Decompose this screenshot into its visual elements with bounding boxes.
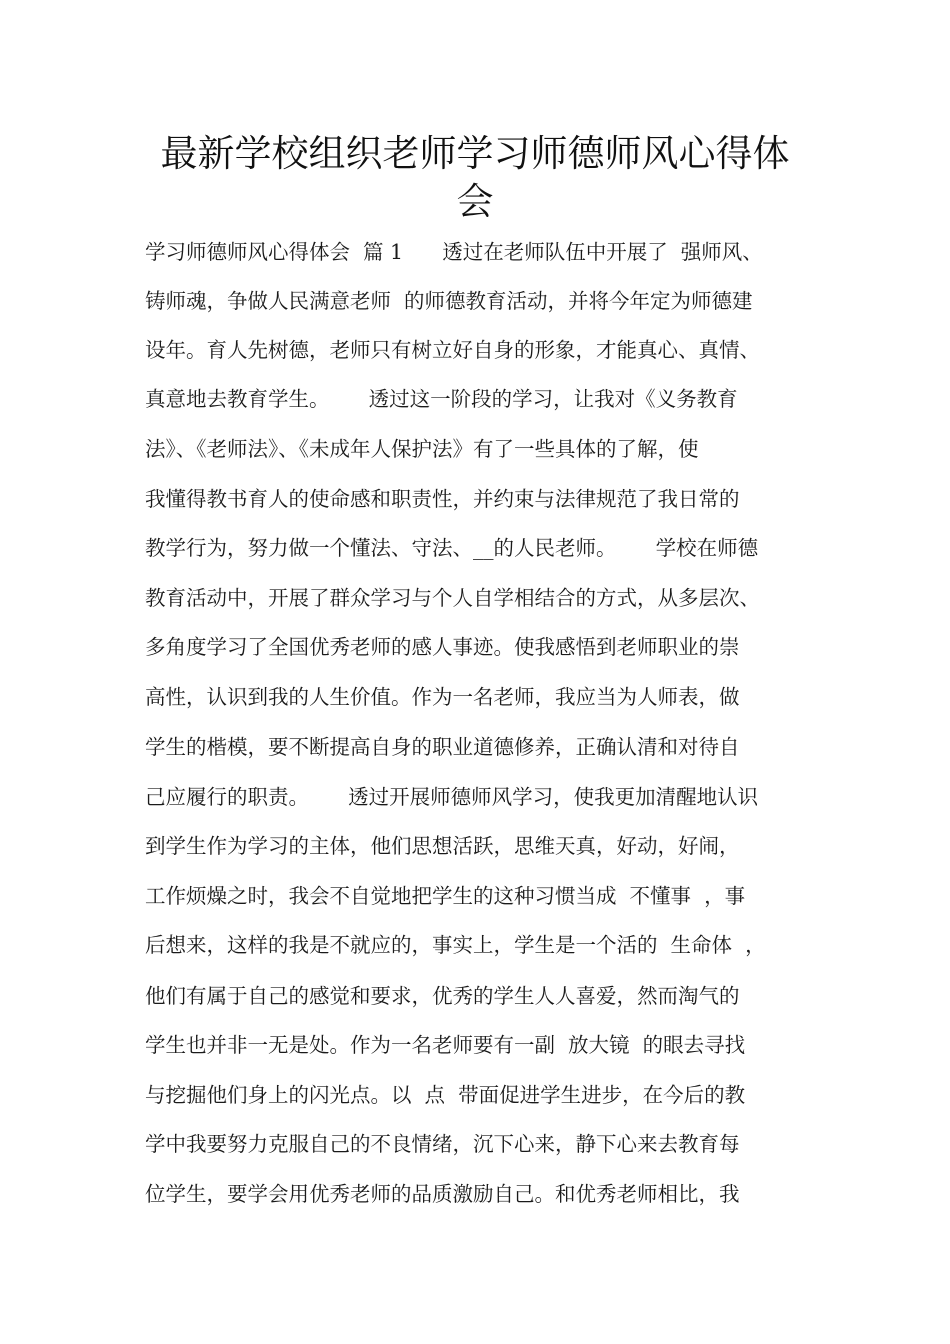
body-text-line: 学生也并非一无是处。作为一名老师要有一副 放大镜 的眼去寻找 <box>145 1033 746 1057</box>
body-text-line: 到学生作为学习的主体，他们思想活跃，思维天真，好动，好闹， <box>145 834 740 858</box>
body-text-line: 设年。育人先树德，老师只有树立好自身的形象，才能真心、真情、 <box>145 338 760 362</box>
body-text-line: 法》、《老师法》、《未成年人保护法》有了一些具体的了解，使 <box>145 437 699 461</box>
body-text-line: 学中我要努力克服自己的不良情绪，沉下心来，静下心来去教育每 <box>145 1132 740 1156</box>
body-text-line: 他们有属于自己的感觉和要求，优秀的学生人人喜爱，然而淘气的 <box>145 984 740 1008</box>
document-title-line-2: 会 <box>456 180 494 223</box>
body-text-line: 我懂得教书育人的使命感和职责性，并约束与法律规范了我日常的 <box>145 487 740 511</box>
body-text-line: 教育活动中，开展了群众学习与个人自学相结合的方式，从多层次、 <box>145 586 760 610</box>
body-text-line: 位学生，要学会用优秀老师的品质激励自己。和优秀老师相比，我 <box>145 1182 740 1206</box>
body-text-line: 高性，认识到我的人生价值。作为一名老师，我应当为人师表，做 <box>145 685 740 709</box>
body-text-line: 多角度学习了全国优秀老师的感人事迹。使我感悟到老师职业的崇 <box>145 635 740 659</box>
body-text-line: 己应履行的职责。 透过开展师德师风学习，使我更加清醒地认识 <box>145 785 759 809</box>
body-text-line: 铸师魂，争做人民满意老师 的师德教育活动，并将今年定为师德建 <box>145 289 753 313</box>
body-text-line: 真意地去教育学生。 透过这一阶段的学习，让我对《义务教育 <box>145 387 738 411</box>
body-text-line: 与挖掘他们身上的闪光点。以 点 带面促进学生进步，在今后的教 <box>145 1083 746 1107</box>
body-text-line: 后想来，这样的我是不就应的，事实上，学生是一个活的 生命体 ， <box>145 933 766 957</box>
document-title-line-1: 最新学校组织老师学习师德师风心得体 <box>160 132 790 175</box>
body-text-line: 学习师德师风心得体会 篇 1 透过在老师队伍中开展了 强师风、 <box>145 240 763 264</box>
body-text-line: 工作烦燥之时，我会不自觉地把学生的这种习惯当成 不懂事 ，事 <box>145 884 746 908</box>
body-text-line: 学生的楷模，要不断提高自身的职业道德修养，正确认清和对待自 <box>145 735 740 759</box>
body-text-line: 教学行为，努力做一个懂法、守法、__的人民老师。 学校在师德 <box>145 536 759 560</box>
